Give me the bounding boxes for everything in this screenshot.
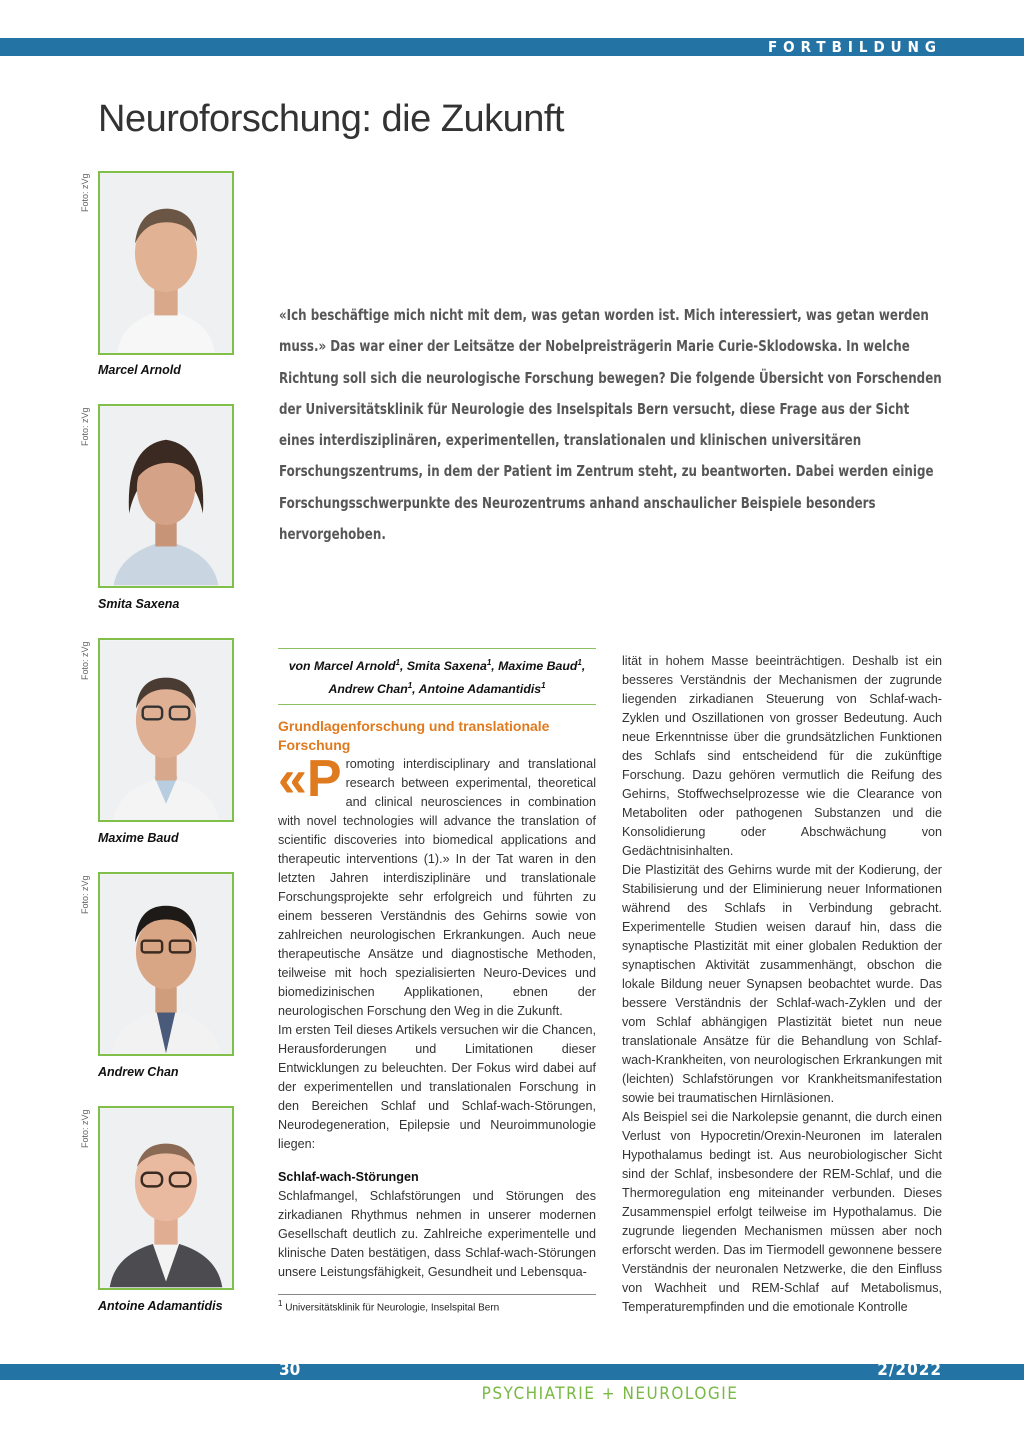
portrait-image: [100, 406, 232, 586]
lead-paragraph: «Ich beschäftige mich nicht mit dem, was getan worden ist. Mich interessiert, was getan werden muss.» Das war einer der Leitsätze der Nobelpreisträgerin Marie Curie-Sklodowska. In welche Richtung soll sich die neurologische Forschung bewegen? Die folgende Übersicht von Forschenden der Universitätsklinik für Neurologie des Inselspitals Bern versucht, diese Frage aus der Sicht eines interdisziplinären, experimentellen, translationalen und klinischen universitären Forschungszentrums, in dem der Patient im Zentrum steht, zu beantworten. Dabei werden einige Forschungsschwerpunkte des Neurozentrums anhand anschaulicher Beispiele besonders hervorgehoben.: [279, 306, 942, 544]
dropcap: [278, 750, 342, 809]
byline-author: Antoine Adamantidis: [418, 682, 542, 697]
dropcap-letter: P: [306, 750, 342, 809]
byline-sup: 1: [486, 658, 492, 667]
footnote-text: Universitätsklinik für Neurologie, Inselspital Bern: [285, 1302, 500, 1314]
body-paragraph: Die Plastizität des Gehirns wurde mit der Kodierung, der Stabilisierung und der Eliminierung neuer Informationen während des Schlafs in Verbindung gebracht. Experimentelle Studien weisen darauf hin, dass die synaptische Plastizität mit einer globalen Reduktion der synaptischen Aktivität zusammenhängt, obschon die lokale Bildung neuer Synapsen beobachtet wurde. Das bessere Verständnis der Schlaf-wach-Zyklen und der vom Schlaf abhängigen Plastizität bietet nun neue translationale Ansätze für die Behandlung von Schlaf-wach-Krankheiten, von neurologischen Erkrankungen mit (leichten) Schlafstörungen vor Krankheitsmanifestation sowie bei traumatischen Hirnläsionen.: [622, 863, 942, 1105]
text-column-left: [278, 648, 596, 1282]
issue-number: 2/2022: [877, 1360, 942, 1380]
dropcap-quote: «: [278, 750, 307, 809]
page-number: 30: [279, 1360, 301, 1380]
header-bar: [0, 38, 1024, 56]
byline: von Marcel Arnold$^1$, Smita Saxena$^1$, Maxime Baud$^1$, Andrew Chan$^1$, Antoine Adamantidis$^1$: [278, 648, 596, 705]
portrait-image: [100, 874, 232, 1054]
article-title: Neuroforschung: die Zukunft: [98, 98, 564, 140]
photo-credit: Foto: zVg: [80, 173, 90, 212]
body-paragraph: Im ersten Teil dieses Artikels versuchen wir die Chancen, Herausforderungen und Limitationen dieser Entwicklungen zu beleuchten. Der Fokus wird dabei auf der experimentellen und translationalen Forschung in den Bereichen Schlaf und Schlaf-wach-Störungen, Neurodegeneration, Epilepsie und Neuroimmunologie liegen:: [278, 1023, 596, 1152]
body-text: romoting interdisciplinary and translational research between experimental, theoretical and clinical neurosciences in combination with novel technologies will advance the translation of scientific discoveries into biomedical applications and therapeutic interventions (1).» In der Tat waren in den letzten Jahren interdisziplinäre und translationale Forschungsprojekte sehr erfolgreich und führten zu einem besseren Verständnis des Gehirns sowie von zahlreichen neurologischen Erkrankungen. Auch neue therapeutische Ansätze und diagnostische Methoden, teilweise mit hoch spezialisierten Neuro-Devices und biomedizinischen Applikationen, ebnen der neurologischen Forschung den Weg in die Zukunft.: [278, 757, 596, 1019]
byline-sup: 1: [407, 681, 413, 691]
footnote: [278, 1299, 499, 1313]
section-label: FORTBILDUNG: [767, 38, 942, 56]
portrait-image: [100, 173, 232, 353]
byline-sup: 1: [395, 658, 400, 667]
section-heading: Grundlagenforschung und translationale Forschung: [278, 718, 550, 754]
body-paragraph: [278, 750, 596, 1021]
author-photo: [98, 638, 234, 822]
byline-author: Smita Saxena: [406, 659, 487, 674]
text-column-right: [622, 652, 942, 1317]
subheading: Schlaf-wach-Störungen: [278, 1170, 419, 1185]
author-photo: [98, 1106, 234, 1290]
photo-credit: Foto: zVg: [80, 875, 90, 914]
author-name: Maxime Baud: [98, 831, 179, 845]
byline-sup: 1: [577, 658, 582, 667]
footnote-divider: [278, 1294, 596, 1295]
body-paragraph: Schlafmangel, Schlafstörungen und Störungen des zirkadianen Rhythmus nehmen in unserer modernen Gesellschaft deutlich zu. Zahlreiche experimentelle und klinische Daten bestätigen, dass Schlaf-wach-Störungen unsere Leistungsfähigkeit, Gesundheit und Lebensqua-: [278, 1189, 596, 1280]
author-photo: [98, 872, 234, 1056]
footer-bar: [0, 1364, 1024, 1380]
author-photo: [98, 404, 234, 588]
author-name: Marcel Arnold: [98, 363, 181, 377]
photo-credit: Foto: zVg: [80, 407, 90, 446]
author-name: Smita Saxena: [98, 597, 180, 611]
photo-credit: Foto: zVg: [80, 1109, 90, 1148]
byline-prefix: von: [288, 659, 311, 674]
portrait-image: [100, 640, 232, 820]
portrait-image: [100, 1108, 232, 1288]
byline-author: Andrew Chan: [328, 682, 408, 697]
byline-author: Maxime Baud: [498, 659, 578, 674]
photo-credit: Foto: zVg: [80, 641, 90, 680]
footnote-sup: 1: [278, 1299, 283, 1308]
journal-name: PSYCHIATRIE + NEUROLOGIE: [481, 1384, 739, 1404]
author-photo: [98, 171, 234, 355]
byline-sup: 1: [541, 681, 546, 691]
body-paragraph: Als Beispiel sei die Narkolepsie genannt, die durch einen Verlust von Hypocretin/Orexin-Neuronen im lateralen Hypothalamus bedingt ist. Aus neurobiologischer Sicht sind der Schlaf, insbesondere der REM-Schlaf, und die Thermoregulation eng miteinander verbunden. Dieses Zusammenspiel erfolgt teilweise im Hypothalamus. Die zugrunde liegenden Mechanismen müssen aber noch erforscht werden. Das im Tiermodell gewonnene bessere Verständnis der neuronalen Netzwerke, die den Einfluss von Wachheit und REM-Schlaf auf Metabolismus, Temperaturempfinden und die emotionale Kontrolle: [622, 1110, 942, 1314]
author-name: Andrew Chan: [98, 1065, 179, 1079]
author-name: Antoine Adamantidis: [98, 1299, 223, 1313]
body-paragraph: lität in hohem Masse beeinträchtigen. Deshalb ist ein besseres Verständnis der Mechanismen der zugrunde liegenden zirkadianen Steuerung von Schlaf-wach-Zyklen und Oszillationen von grosser Bedeutung. Auch neue Erkenntnisse über die grundsätzlichen Funktionen des Schlafs sind entscheidend für die zukünftige Forschung. Dazu gehören vermutlich die Reifung des Gehirns, Stoffwechselprozesse wie die Clearance von Metaboliten oder pathogenen Substanzen und die Konsolidierung oder Abschwächung von Gedächtnisinhalten.: [622, 654, 942, 858]
byline-author: Marcel Arnold: [314, 659, 396, 674]
